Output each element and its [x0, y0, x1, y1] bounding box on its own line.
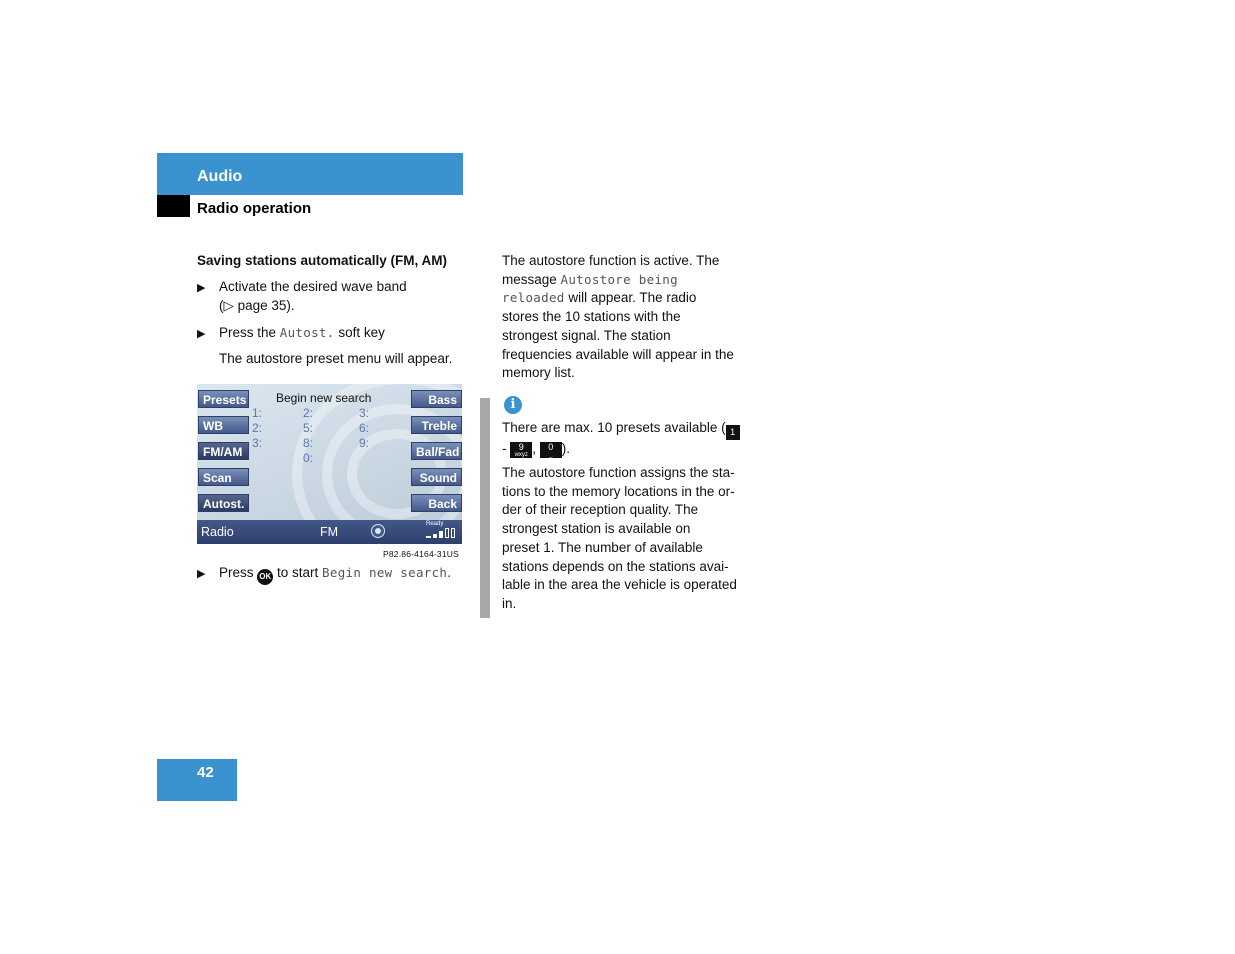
- page-number: 42: [197, 764, 214, 781]
- step-1: [219, 278, 407, 315]
- softkey-treble[interactable]: Treble: [411, 416, 462, 434]
- section-title: Audio: [197, 168, 243, 185]
- key-1-icon: 1: [726, 425, 740, 440]
- softkey-bal-fad[interactable]: Bal/Fad: [411, 442, 462, 460]
- softkey-fm-am[interactable]: FM/AM: [198, 442, 249, 460]
- softkey-bass[interactable]: Bass: [411, 390, 462, 408]
- preset-slot: 6:: [359, 421, 370, 435]
- softkey-presets[interactable]: Presets: [198, 390, 249, 408]
- softkey-scan[interactable]: Scan: [198, 468, 249, 486]
- signal-strength-icon: [426, 528, 460, 538]
- ok-button-icon: OK: [257, 569, 273, 585]
- section-heading: Saving stations automatically (FM, AM): [197, 253, 448, 268]
- autostore-description: The autostore function is active. The message Autostore being reloaded will appear. The radio stores the 10 stations with the strongest signal. The station frequencies available will appear in the memory list.: [502, 253, 734, 381]
- key-0-icon: 0 _: [540, 442, 562, 458]
- step-3: Press OK to start Begin new search.: [219, 564, 451, 585]
- subsection-title: Radio operation: [197, 200, 312, 217]
- softkey-code: Autost.: [279, 325, 335, 340]
- step-1-text: Activate the desired wave band: [219, 279, 407, 294]
- bullet-icon: ▶: [197, 568, 206, 580]
- autostore-assignment-text: The autostore function assigns the sta- tions to the memory locations in the or- der of their reception quality. The strongest station is available on preset 1. The number of available stations depends on the stations avai- lable in the area the vehicle is operated in.: [502, 465, 737, 611]
- step-2: Press the Autost. soft key: [219, 325, 385, 340]
- preset-slot: 0:: [303, 451, 314, 465]
- preset-slot: 3:: [252, 436, 263, 450]
- screen-title: Begin new search: [276, 391, 372, 405]
- status-ready: Ready: [426, 521, 444, 527]
- message-code: Autostore being: [560, 271, 678, 287]
- page-reference: (▷ page 35).: [219, 297, 295, 313]
- figure-code: P82.86-4164-31US: [383, 549, 459, 559]
- message-code: reloaded: [502, 290, 565, 306]
- step-2-result: The autostore preset menu will appear.: [219, 351, 453, 366]
- status-bar: [197, 520, 462, 544]
- softkey-autost[interactable]: Autost.: [198, 494, 249, 512]
- presets-note: There are max. 10 presets available ( 1 - 9 wxyz , 0 _ ).: [502, 419, 752, 459]
- screen-text-code: Begin new search: [322, 565, 448, 580]
- preset-slot: 9:: [359, 436, 370, 450]
- disc-icon: [372, 525, 384, 537]
- bullet-icon: ▶: [197, 282, 206, 294]
- bullet-icon: ▶: [197, 328, 206, 340]
- preset-slot: 8:: [303, 436, 314, 450]
- key-9-icon: 9 wxyz: [510, 442, 532, 458]
- info-icon: i: [504, 396, 522, 414]
- subsection-marker: [157, 195, 190, 217]
- note-sidebar-rule: [480, 398, 490, 618]
- preset-slot: 2:: [252, 421, 263, 435]
- softkey-back[interactable]: Back: [411, 494, 462, 512]
- preset-slot: 2:: [303, 406, 314, 420]
- status-band: FM: [320, 525, 339, 539]
- preset-slot: 3:: [359, 406, 370, 420]
- radio-display-screenshot: [197, 384, 462, 544]
- status-source: Radio: [201, 525, 234, 539]
- softkey-sound[interactable]: Sound: [411, 468, 462, 486]
- preset-slot: 5:: [303, 421, 314, 435]
- softkey-wb[interactable]: WB: [198, 416, 249, 434]
- preset-slot: 1:: [252, 406, 263, 420]
